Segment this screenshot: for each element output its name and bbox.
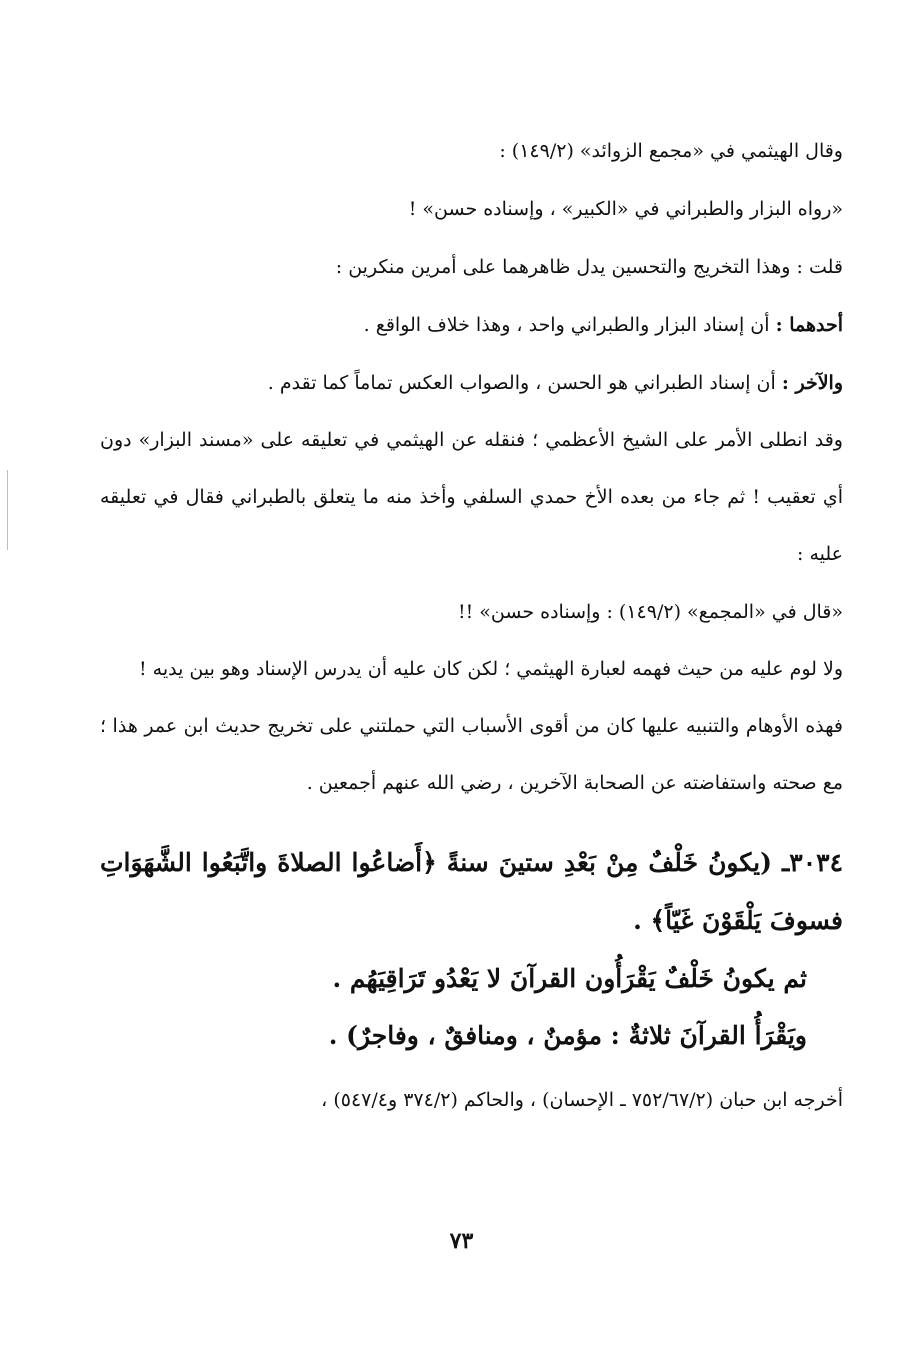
hadith-heading: ٣٠٣٤ـ (يكونُ خَلْفٌ مِنْ بَعْدِ ستينَ سنةً ﴿أَضاعُوا الصلاةَ واتَّبَعُوا الشَّهَوَاتِ فسوفَ يَلْقَوْنَ غَيّاً﴾ . xyxy=(100,848,843,935)
page-edge-shadow xyxy=(7,470,8,550)
paragraph-text: ولا لوم عليه من حيث فهمه لعبارة الهيثمي ؛ لكن كان عليه أن يدرس الإسناد وهو بين يديه ! xyxy=(138,658,843,680)
hadith-line-two: ثم يكونُ خَلْفٌ يَقْرَأُون القرآنَ لا يَعْدُو تَرَاقِيَهُم . xyxy=(332,964,807,993)
paragraph-text: قلت : وهذا التخريج والتحسين يدل ظاهرهما على أمرين منكرين : xyxy=(335,256,843,278)
paragraph-haythami-quote-intro xyxy=(100,122,843,180)
paragraph-text: فهذه الأوهام والتنبيه عليها كان من أقوى الأسباب التي حملتني على تخريج حديث ابن عمر هذا ؛ مع صحته واستفاضته عن الصحابة الآخرين ، رضي الله عنهم أجمعين . xyxy=(100,715,843,794)
paragraph-haythami-quote xyxy=(100,180,843,238)
paragraph-azami-note xyxy=(100,412,843,583)
source-reference: أخرجه ابن حبان (٧٥٢/٦٧/٢ ـ الإحسان) ، والحاكم (٣٧٤/٢ و٥٤٧/٤) ، xyxy=(321,1089,843,1111)
paragraph-second-objection xyxy=(100,354,843,412)
page-body xyxy=(100,122,843,1128)
paragraph-first-objection xyxy=(100,296,843,354)
paragraph-salafi-quote xyxy=(100,583,843,641)
paragraph-text: أن إسناد البزار والطبراني واحد ، وهذا خلاف الواقع . xyxy=(363,314,776,336)
paragraph-text: أن إسناد الطبراني هو الحسن ، والصواب العكس تماماً كما تقدم . xyxy=(267,372,782,394)
paragraph-two-objections-intro xyxy=(100,238,843,296)
paragraph-lead-word: والآخر : xyxy=(781,372,843,394)
page-number: ٧٣ xyxy=(449,1228,474,1254)
paragraph-no-blame xyxy=(100,641,843,698)
paragraph-text: وقال الهيثمي في «مجمع الزوائد» (١٤٩/٢) : xyxy=(499,140,843,162)
paragraph-text: «رواه البزار والطبراني في «الكبير» ، وإسناده حسن» ! xyxy=(408,198,843,220)
paragraph-text: «قال في «المجمع» (١٤٩/٢) : وإسناده حسن» !! xyxy=(458,601,843,623)
paragraph-lead-word: أحدهما : xyxy=(775,314,843,336)
paragraph-text: وقد انطلى الأمر على الشيخ الأعظمي ؛ فنقله عن الهيثمي في تعليقه على «مسند البزار» دون أي تعقيب ! ثم جاء من بعده الأخ حمدي السلفي وأخذ منه ما يتعلق بالطبراني فقال في تعليقه عليه : xyxy=(100,429,843,565)
paragraph-reason-for-takhrij xyxy=(100,698,843,812)
hadith-line-three: ويَقْرَأُ القرآنَ ثلاثةٌ : مؤمنٌ ، ومنافقٌ ، وفاجرٌ) . xyxy=(328,1021,807,1050)
